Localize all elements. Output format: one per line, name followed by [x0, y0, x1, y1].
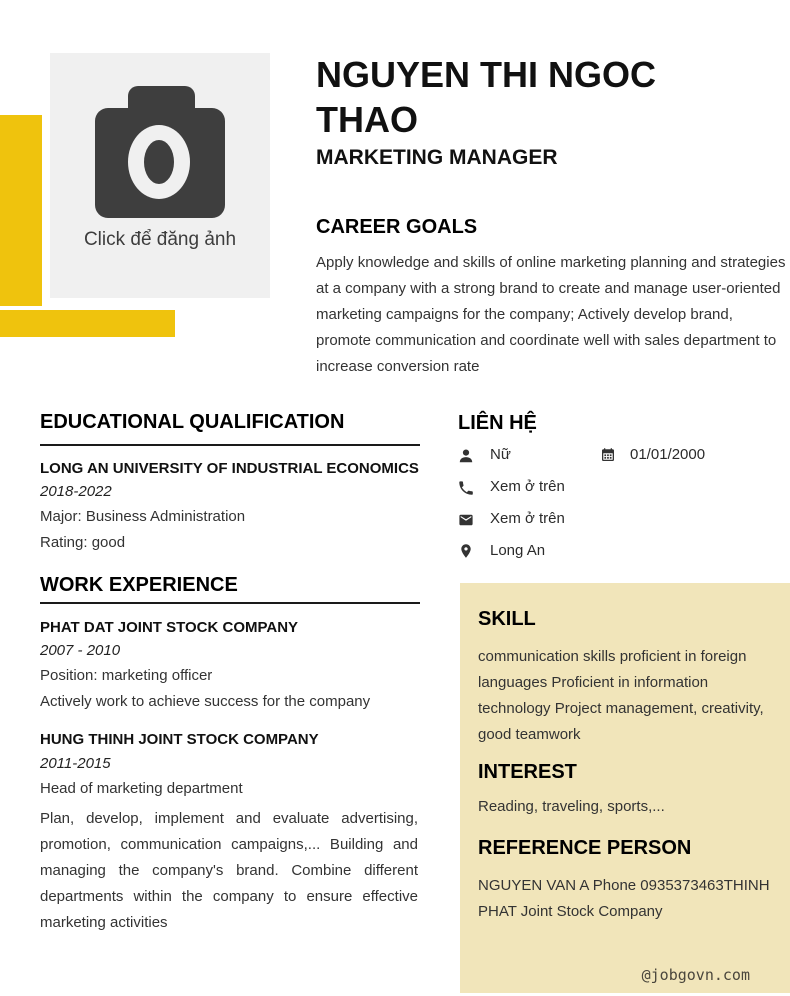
- candidate-job-title: MARKETING MANAGER: [316, 146, 558, 169]
- job-position: Position: marketing officer: [40, 667, 213, 684]
- interest-heading: INTEREST: [478, 761, 577, 783]
- calendar-icon: [600, 447, 616, 463]
- interest-text: Reading, traveling, sports,...: [478, 798, 665, 815]
- camera-icon: [95, 86, 225, 220]
- contact-heading: LIÊN HỆ: [458, 412, 537, 434]
- work-experience-divider: [40, 602, 420, 604]
- education-major: Major: Business Administration: [40, 508, 246, 525]
- candidate-name: NGUYEN THI NGOC THAO: [316, 54, 657, 140]
- accent-bar-vertical: [0, 115, 42, 306]
- mail-icon: [458, 512, 474, 528]
- education-rating: Rating: good: [40, 534, 126, 551]
- contact-birthday: 01/01/2000: [630, 446, 706, 463]
- skill-text: communication skills proficient in foreign languages Proficient in information technology Project management, creativity, good teamwork: [478, 648, 764, 743]
- contact-email: Xem ở trên: [490, 510, 565, 527]
- skill-heading: SKILL: [478, 608, 536, 630]
- career-goals-heading: CAREER GOALS: [316, 216, 478, 238]
- education-years: 2018-2022: [40, 483, 112, 500]
- contact-phone: Xem ở trên: [490, 478, 565, 495]
- photo-upload-label: Click để đăng ảnh: [83, 229, 237, 250]
- career-goals-text: Apply knowledge and skills of online marketing planning and strategies at a company with a strong brand to create and manage user-oriented marketing campaigns for the company; Actively develop brand, promote communication and coordinate well with sales department to increase conversion rate: [316, 254, 786, 375]
- contact-address: Long An: [490, 542, 546, 559]
- reference-heading: REFERENCE PERSON: [478, 837, 692, 859]
- job-years: 2007 - 2010: [40, 642, 121, 659]
- job-years: 2011-2015: [40, 755, 111, 772]
- person-icon: [458, 448, 474, 464]
- accent-bar-horizontal: [0, 310, 175, 337]
- location-pin-icon: [458, 543, 474, 559]
- site-watermark: @jobgovn.com: [641, 966, 750, 984]
- job-company: PHAT DAT JOINT STOCK COMPANY: [40, 619, 299, 636]
- phone-icon: [458, 480, 474, 496]
- reference-text: NGUYEN VAN A Phone 0935373463THINH PHAT Joint Stock Company: [478, 877, 770, 920]
- job-position: Head of marketing department: [40, 780, 243, 797]
- photo-upload-placeholder[interactable]: [50, 53, 270, 298]
- job-description: Plan, develop, implement and evaluate advertising, promotion, communication campaigns,... Building and managing the company's brand. Combine different departments within the company to ensure effective marketing activities: [40, 810, 418, 931]
- education-school: LONG AN UNIVERSITY OF INDUSTRIAL ECONOMICS: [40, 460, 419, 477]
- education-divider: [40, 444, 420, 446]
- job-company: HUNG THINH JOINT STOCK COMPANY: [40, 731, 319, 748]
- contact-gender: Nữ: [490, 446, 511, 463]
- work-experience-heading: WORK EXPERIENCE: [40, 574, 238, 596]
- job-description: Actively work to achieve success for the company: [40, 693, 371, 710]
- education-heading: EDUCATIONAL QUALIFICATION: [40, 411, 345, 433]
